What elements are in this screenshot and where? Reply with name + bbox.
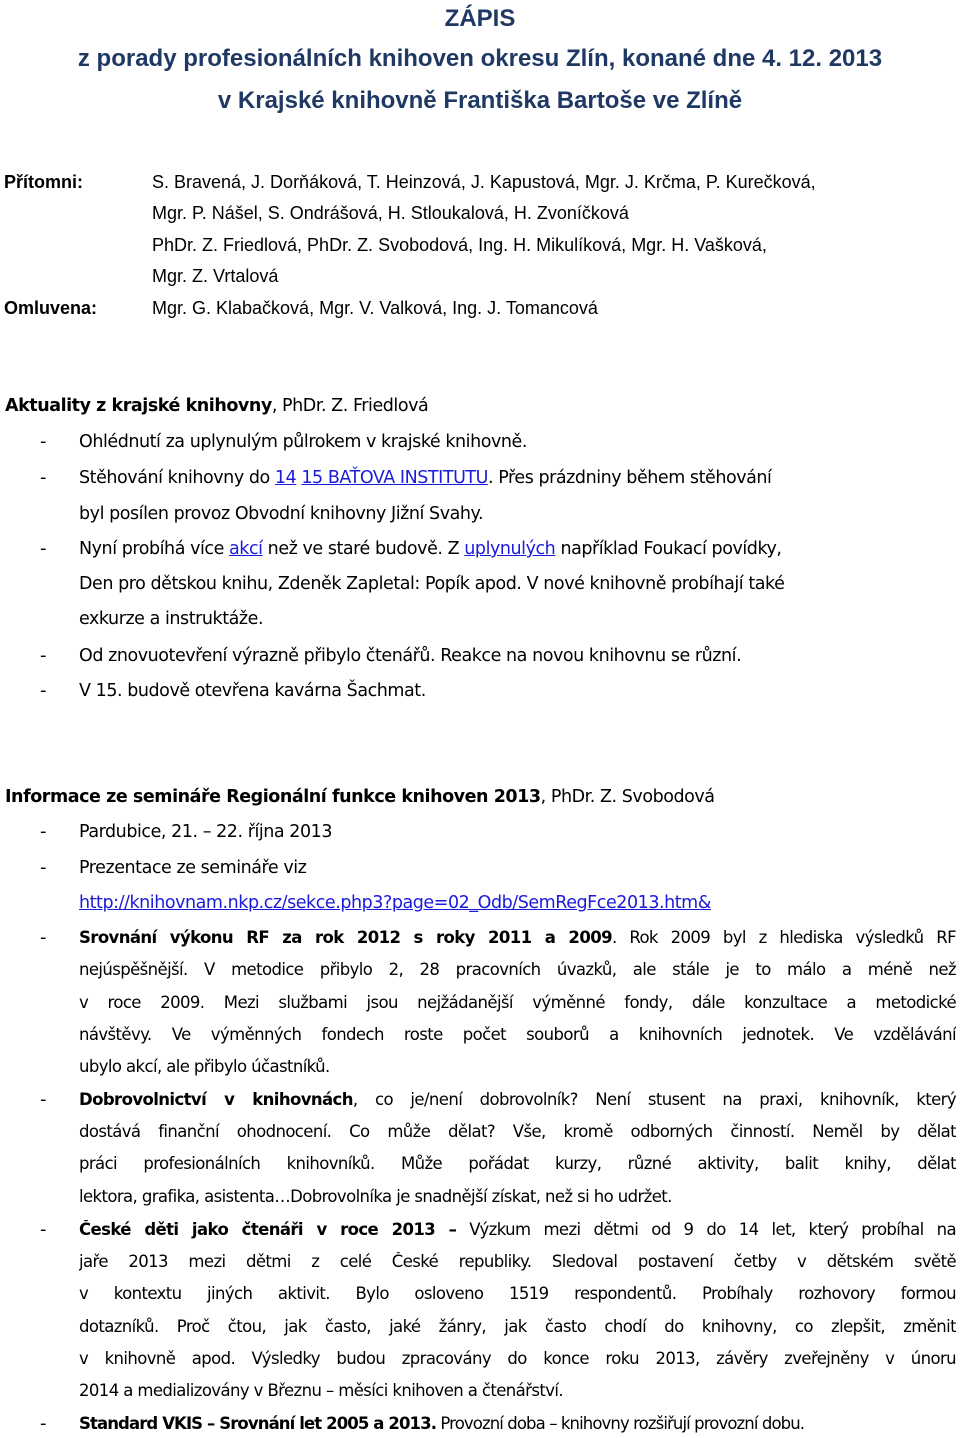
list-item: V 15. budově otevřena kavárna Šachmat. (79, 681, 426, 701)
list-dash: - (40, 821, 47, 842)
paragraph-line: nejúspěšnější. V metodice přibylo 2, 28 pracovních úvazků, ale stále je to málo a méně než (79, 960, 956, 979)
paragraph-line: 2014 a medializovány v Březnu – měsíci knihoven a čtenářství. (79, 1381, 564, 1400)
paragraph-line: v roce 2009. Mezi službami jsou nejžádanější výměnné fondy, dále konzultace a metodické (79, 993, 956, 1012)
list-item-continuation: byl posílen provoz Obvodní knihovny Jižní Svahy. (79, 504, 484, 524)
excused-line: Mgr. G. Klabačková, Mgr. V. Valková, Ing. J. Tomancová (152, 298, 598, 318)
paragraph-line: dostává finanční ohodnocení. Co může dělat? Vše, kromě odborných činností. Neměl by dělat (79, 1122, 956, 1141)
list-item: Od znovuotevření výrazně přibylo čtenářů. Reakce na novou knihovnu se různí. (79, 646, 742, 666)
list-dash: - (40, 467, 47, 488)
list-item: Stěhování knihovny do 14 15 BAŤOVA INSTITUTU. Přes prázdniny během stěhování (79, 468, 772, 488)
paragraph-line: jaře 2013 mezi dětmi z celé České republiky. Sledoval postavení četby v dětském světě (79, 1252, 956, 1271)
present-line: S. Bravená, J. Dorňáková, T. Heinzová, J. Kapustová, Mgr. J. Krčma, P. Kurečková, (152, 172, 816, 192)
list-item-continuation: Den pro dětskou knihu, Zdeněk Zapletal: Popík apod. V nové knihovně probíhají také (79, 574, 785, 594)
link-bata-institute[interactable]: 15 BAŤOVA INSTITUTU (301, 468, 489, 488)
document-title: ZÁPIS (444, 5, 516, 32)
link-14[interactable]: 14 (274, 468, 297, 488)
list-item: Ohlédnutí za uplynulým půlrokem v krajské knihovně. (79, 432, 527, 452)
list-dash: - (40, 431, 47, 452)
present-line: PhDr. Z. Friedlová, PhDr. Z. Svobodová, Ing. H. Mikulíková, Mgr. H. Vašková, (152, 235, 767, 255)
list-dash: - (40, 680, 47, 701)
paragraph-line: v knihovně apod. Výsledky budou zpracovány do konce roku 2013, závěry zveřejněny v únoru (79, 1349, 956, 1368)
document-subtitle: z porady profesionálních knihoven okresu Zlín, konané dne 4. 12. 2013 (77, 45, 883, 72)
list-dash: - (40, 1089, 47, 1110)
section-heading-news: Aktuality z krajské knihovny, PhDr. Z. Friedlová (5, 396, 429, 416)
present-line: Mgr. Z. Vrtalová (152, 266, 279, 286)
list-dash: - (40, 1413, 47, 1434)
paragraph-line: Dobrovolnictví v knihovnách, co je/není dobrovolník? Není stusent na praxi, knihovník, který (79, 1090, 956, 1109)
paragraph-line: ubylo akcí, ale přibylo účastníků. (79, 1057, 330, 1076)
paragraph-line: dotazníků. Proč čtou, jak často, jaké žánry, jak často chodí do knihovny, co zlepšit, změnit (79, 1317, 956, 1336)
section-heading-seminar: Informace ze semináře Regionální funkce knihoven 2013, PhDr. Z. Svobodová (5, 787, 715, 807)
paragraph-line: České děti jako čtenáři v roce 2013 – Výzkum mezi dětmi od 9 do 14 let, který probíhal na (79, 1220, 956, 1239)
excused-label: Omluvena: (4, 298, 98, 318)
link-past-events[interactable]: uplynulých (464, 539, 556, 559)
list-dash: - (40, 1219, 47, 1240)
list-item-continuation (79, 893, 711, 913)
document-subtitle-location: v Krajské knihovně Františka Bartoše ve Zlíně (217, 87, 743, 114)
present-label: Přítomni: (4, 172, 83, 192)
present-line: Mgr. P. Nášel, S. Ondrášová, H. Stloukalová, H. Zvoníčková (152, 203, 629, 223)
paragraph-line: v kontextu jiných aktivit. Bylo osloveno 1519 respondentů. Probíhaly rozhovory formou (79, 1284, 956, 1303)
list-dash: - (40, 645, 47, 666)
list-dash: - (40, 857, 47, 878)
list-item: Prezentace ze semináře viz (79, 858, 307, 878)
list-dash: - (40, 927, 47, 948)
link-events[interactable]: akcí (229, 539, 263, 559)
list-item: Pardubice, 21. – 22. října 2013 (79, 822, 333, 842)
list-dash: - (40, 538, 47, 559)
seminar-presentation-link[interactable]: http://knihovnam.nkp.cz/sekce.php3?page=02_Odb/SemRegFce2013.htm& (79, 893, 711, 913)
paragraph-line: lektora, grafika, asistenta…Dobrovolníka je snadnější získat, než si ho udržet. (79, 1187, 672, 1206)
list-item-continuation: exkurze a instruktáže. (79, 609, 264, 629)
list-item: Nyní probíhá více akcí než ve staré budově. Z uplynulých například Foukací povídky, (79, 539, 782, 559)
paragraph-line: Srovnání výkonu RF za rok 2012 s roky 2011 a 2009. Rok 2009 byl z hlediska výsledků RF (79, 928, 956, 947)
paragraph-line: práci profesionálních knihovníků. Může pořádat kurzy, různé aktivity, balit knihy, dělat (79, 1154, 956, 1173)
paragraph-line: návštěvy. Ve výměnných fondech roste počet souborů a knihovních jednotek. Ve vzdělávání (79, 1025, 956, 1044)
paragraph-line: Standard VKIS – Srovnání let 2005 a 2013. Provozní doba – knihovny rozšiřují provozní dobu. (79, 1414, 805, 1433)
